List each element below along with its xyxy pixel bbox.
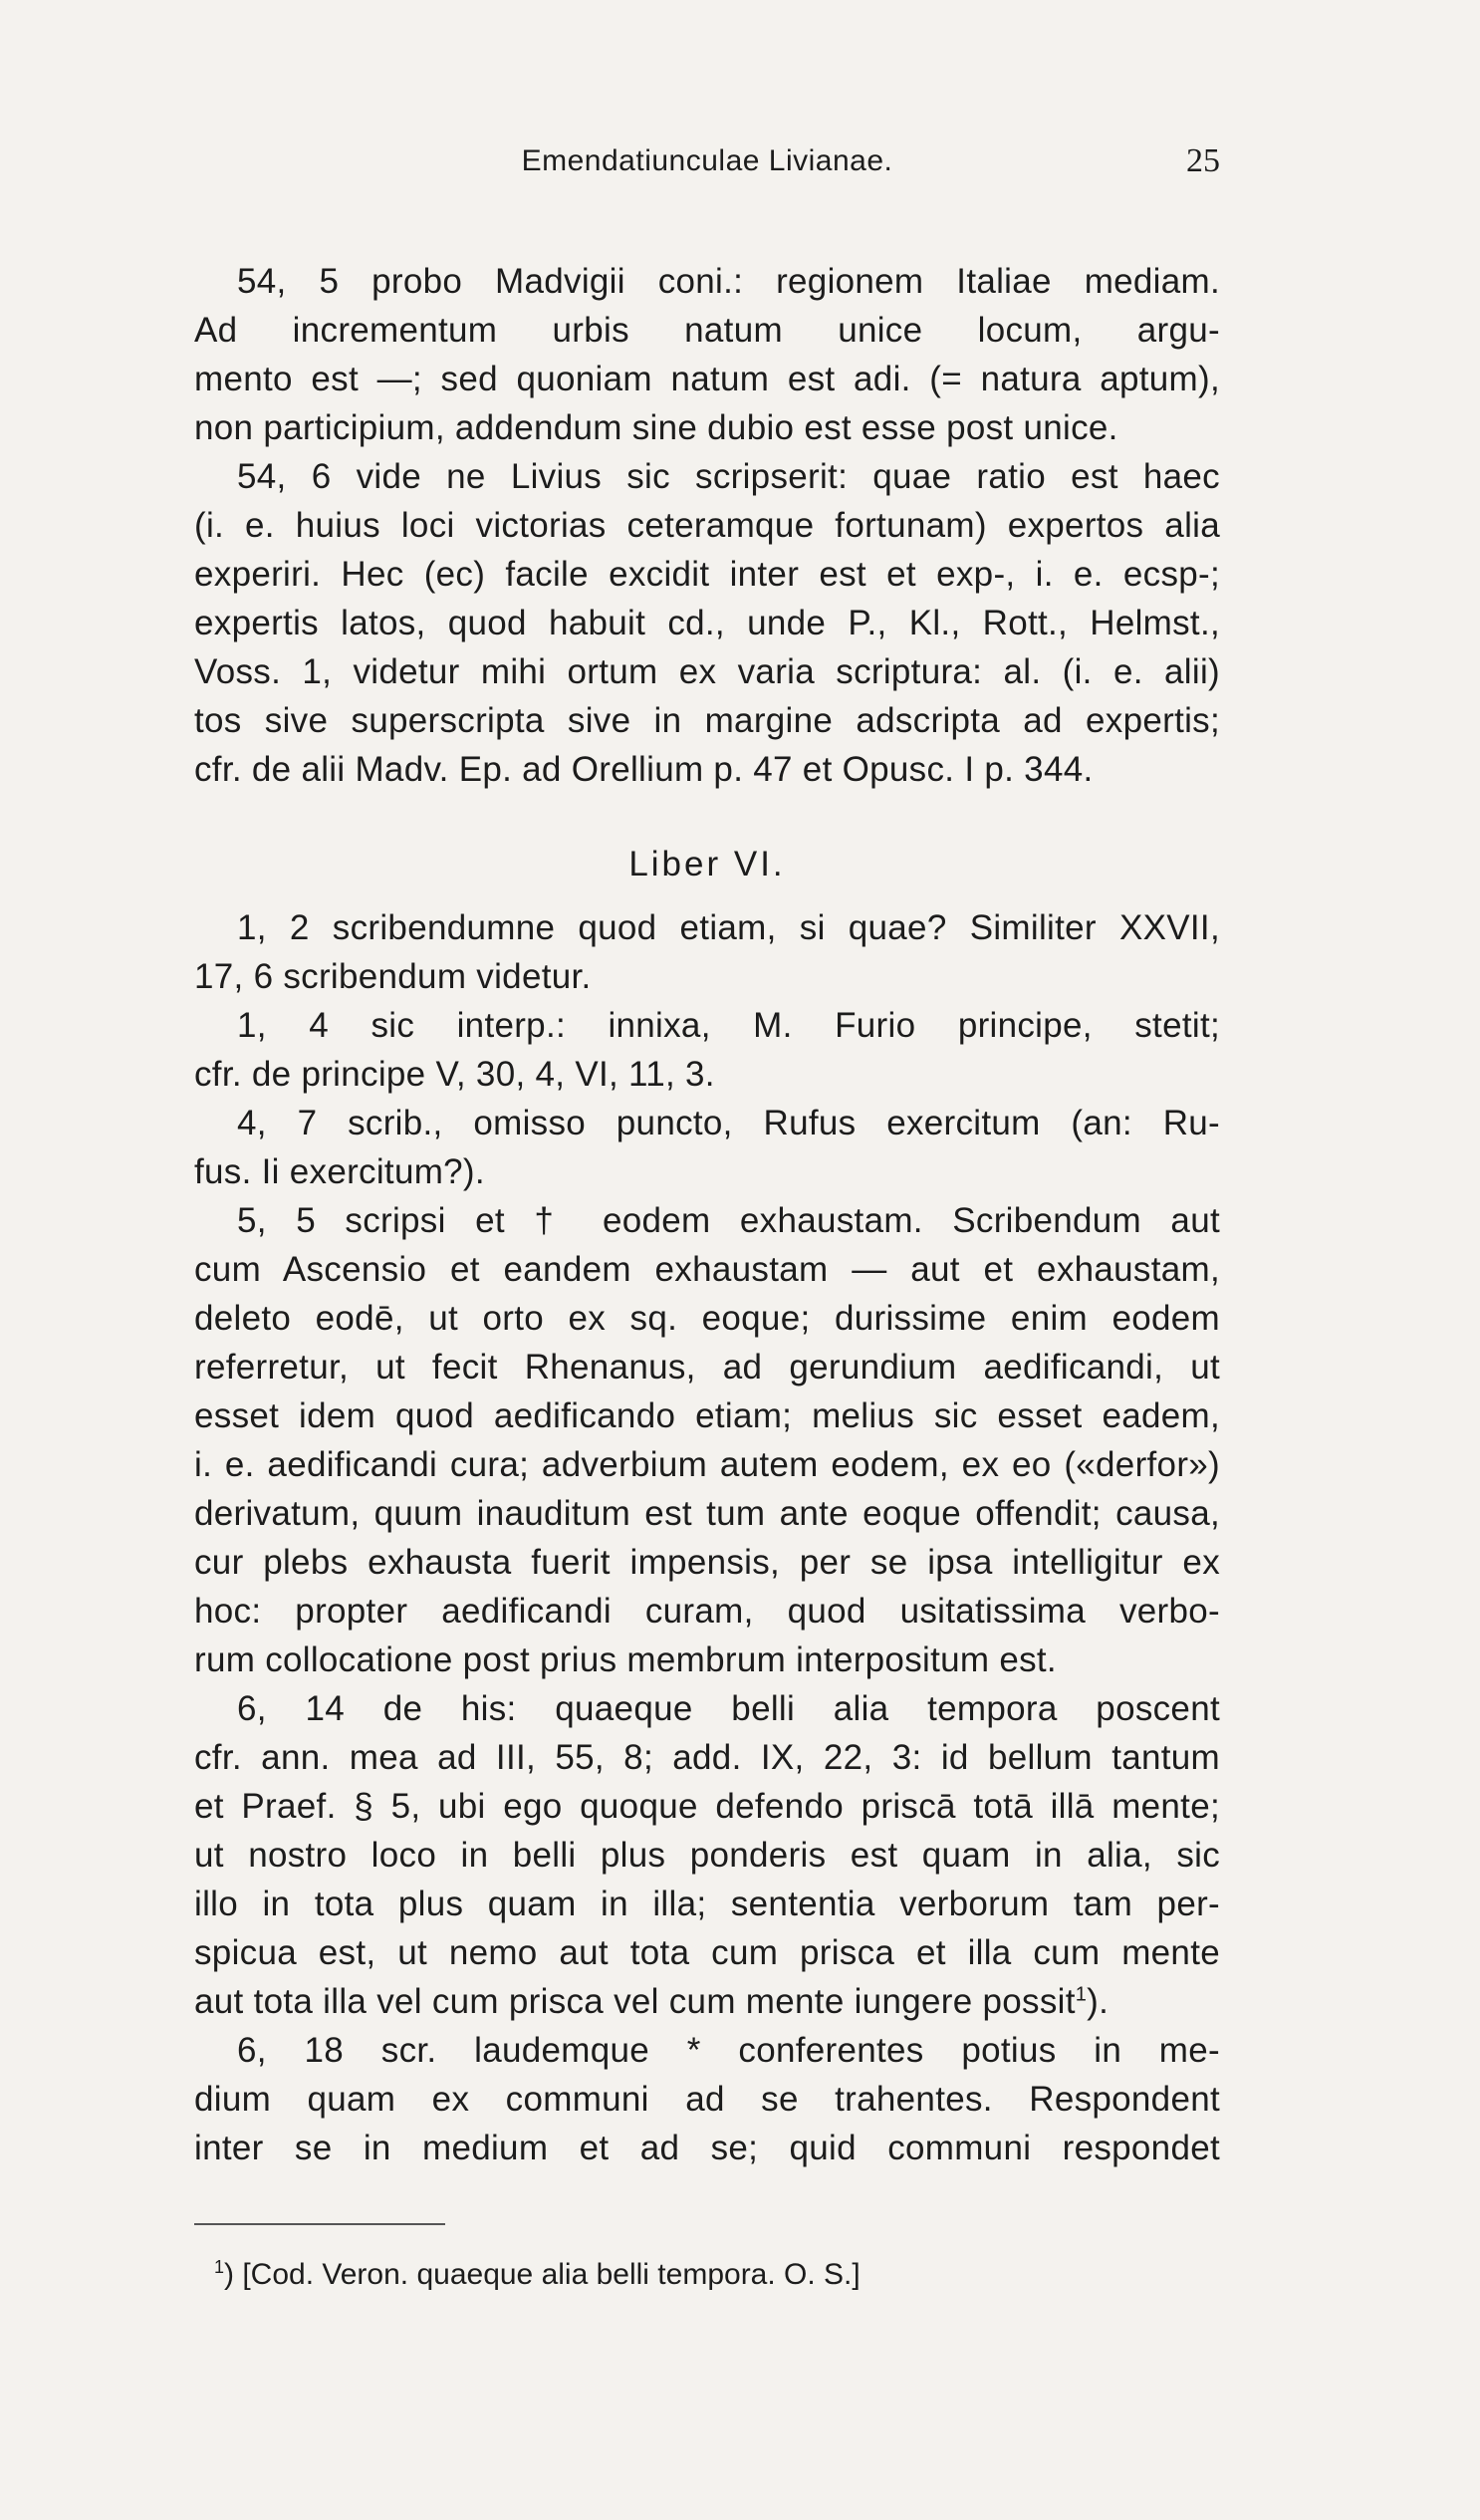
- footnote-text: [Cod. Veron. quaeque alia belli tempora. O. S.]: [242, 2258, 861, 2291]
- text-line: 6, 18 scr. laudemque * conferentes potius in me-: [237, 2031, 1220, 2070]
- text-line: expertis latos, quod habuit cd., unde P., Kl., Rott., Helmst.,: [194, 604, 1220, 642]
- text-line: derivatum, quum inauditum est tum ante eoque offendit; causa,: [194, 1494, 1220, 1533]
- text-line: et Praef. § 5, ubi ego quoque defendo priscā totā illā mente;: [194, 1787, 1220, 1826]
- text-line: fus. Ii exercitum?).: [194, 1152, 485, 1191]
- text-line: inter se in medium et ad se; quid communi respondet: [194, 2129, 1220, 2167]
- text-line: 54, 5 probo Madvigii coni.: regionem Italiae mediam.: [237, 262, 1220, 301]
- text-line: cfr. de alii Madv. Ep. ad Orellium p. 47 et Opusc. I p. 344.: [194, 750, 1094, 789]
- footnote-marker: 1: [214, 2257, 225, 2277]
- text-line: Ad incrementum urbis natum unice locum, argu-: [194, 311, 1220, 350]
- footnote-ref[interactable]: 1: [1075, 1983, 1088, 2006]
- text-line-body: aut tota illa vel cum prisca vel cum mente iungere possit: [194, 1982, 1076, 2021]
- running-title: Emendatiunculae Livianae.: [521, 144, 893, 177]
- text-line: cfr. de principe V, 30, 4, VI, 11, 3.: [194, 1055, 715, 1094]
- text-line: esset idem quod aedificando etiam; melius sic esset eadem,: [194, 1396, 1220, 1435]
- text-line: spicua est, ut nemo aut tota cum prisca et illa cum mente: [194, 1933, 1220, 1972]
- text-line: illo in tota plus quam in illa; sententia verborum tam per-: [194, 1885, 1220, 1923]
- page-header: [194, 144, 1220, 188]
- text-line: dium quam ex communi ad se trahentes. Respondent: [194, 2080, 1220, 2119]
- text-line: 1, 2 scribendumne quod etiam, si quae? Similiter XXVII,: [237, 908, 1220, 947]
- text-line: tos sive superscripta sive in margine adscripta ad expertis;: [194, 701, 1220, 740]
- book-heading: Liber VI.: [628, 845, 786, 883]
- text-line: experiri. Hec (ec) facile excidit inter est et exp-, i. e. ecsp-;: [194, 555, 1220, 594]
- text-line: referretur, ut fecit Rhenanus, ad gerundium aedificandi, ut: [194, 1348, 1220, 1386]
- text-line: ut nostro loco in belli plus ponderis est quam in alia, sic: [194, 1836, 1220, 1875]
- text-line: (i. e. huius loci victorias ceteramque fortunam) expertos alia: [194, 506, 1220, 545]
- text-line: hoc: propter aedificandi curam, quod usitatissima verbo-: [194, 1592, 1220, 1631]
- footnote-divider: [194, 2223, 445, 2225]
- text-line: cur plebs exhausta fuerit impensis, per se ipsa intelligitur ex: [194, 1543, 1220, 1582]
- text-line: 17, 6 scribendum videtur.: [194, 957, 592, 996]
- text-line: i. e. aedificandi cura; adverbium autem eodem, ex eo («derfor»): [194, 1445, 1220, 1484]
- text-line: cfr. ann. mea ad III, 55, 8; add. IX, 22, 3: id bellum tantum: [194, 1738, 1220, 1777]
- text-line: 4, 7 scrib., omisso puncto, Rufus exercitum (an: Ru-: [237, 1104, 1220, 1142]
- text-line: cum Ascensio et eandem exhaustam — aut et exhaustam,: [194, 1250, 1220, 1289]
- text-line: deleto eodē, ut orto ex sq. eoque; durissime enim eodem: [194, 1299, 1220, 1338]
- text-line: Voss. 1, videtur mihi ortum ex varia scriptura: al. (i. e. alii): [194, 652, 1220, 691]
- text-line: rum collocatione post prius membrum interpositum est.: [194, 1640, 1057, 1679]
- text-line: 54, 6 vide ne Livius sic scripserit: quae ratio est haec: [237, 457, 1220, 496]
- text-line: 6, 14 de his: quaeque belli alia tempora poscent: [237, 1689, 1220, 1728]
- footnote: $^1$) [Cod. Veron. quaeque alia belli tempora. O. S.]: [214, 2257, 861, 2291]
- text-line: mento est —; sed quoniam natum est adi. (= natura aptum),: [194, 360, 1220, 398]
- text-line: aut tota illa vel cum prisca vel cum mente iungere possit$^1$).: [194, 1982, 1110, 2021]
- text-line: 1, 4 sic interp.: innixa, M. Furio principe, stetit;: [237, 1006, 1220, 1045]
- text-line: non participium, addendum sine dubio est esse post unice.: [194, 408, 1118, 447]
- text-line: 5, 5 scripsi et † eodem exhaustam. Scribendum aut: [237, 1201, 1220, 1240]
- page-number: 25: [1186, 142, 1220, 179]
